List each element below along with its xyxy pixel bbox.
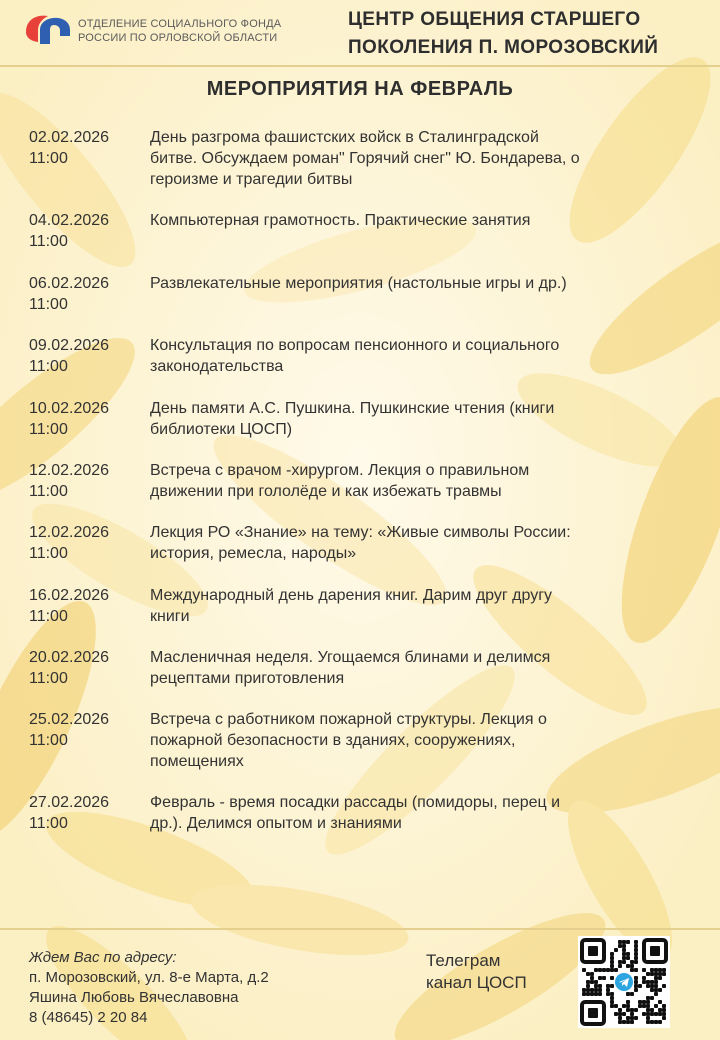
event-time: 11:00: [29, 545, 68, 562]
telegram-label: [426, 950, 566, 994]
event-description-line: пожарной безопасности в зданиях, сооружениях,: [150, 732, 516, 749]
event-description-line: Развлекательные мероприятия (настольные игры и др.): [150, 275, 567, 292]
org-name-line2: РОССИИ ПО ОРЛОВСКОЙ ОБЛАСТИ: [78, 32, 278, 44]
event-description-line: рецептами приготовления: [150, 670, 345, 687]
address-line: п. Морозовский, ул. 8-е Марта, д.2: [29, 969, 269, 986]
event-datetime: [29, 585, 147, 627]
event-description: [150, 522, 695, 564]
org-name-line1: ОТДЕЛЕНИЕ СОЦИАЛЬНОГО ФОНДА: [78, 18, 282, 30]
org-name: [78, 17, 308, 45]
event-description-line: др.). Делимся опытом и знаниями: [150, 815, 402, 832]
event-description: [150, 585, 695, 627]
event-description: [150, 398, 695, 440]
event-date: 10.02.2026: [29, 400, 110, 417]
event-time: 11:00: [29, 358, 68, 375]
footer-address: [29, 948, 409, 1028]
event-description-line: библиотеки ЦОСП): [150, 421, 293, 438]
event-datetime: [29, 460, 147, 502]
event-datetime: [29, 335, 147, 377]
header-divider: [0, 65, 720, 67]
center-title-line1: ЦЕНТР ОБЩЕНИЯ СТАРШЕГО: [348, 9, 641, 30]
event-description-line: Февраль - время посадки рассады (помидоры, перец и: [150, 794, 561, 811]
event-date: 20.02.2026: [29, 649, 110, 666]
event-time: 11:00: [29, 815, 68, 832]
event-time: 11:00: [29, 670, 68, 687]
event-date: 04.02.2026: [29, 212, 110, 229]
event-time: 11:00: [29, 421, 68, 438]
event-description-line: движении при гололёде и как избежать травмы: [150, 483, 502, 500]
event-description-line: героизме и трагедии битвы: [150, 171, 353, 188]
event-description: [150, 647, 695, 689]
event-date: 09.02.2026: [29, 337, 110, 354]
event-datetime: [29, 273, 147, 315]
event-date: 02.02.2026: [29, 129, 110, 146]
event-time: 11:00: [29, 608, 68, 625]
event-datetime: [29, 647, 147, 689]
event-date: 27.02.2026: [29, 794, 110, 811]
event-description: [150, 335, 695, 377]
page-title: МЕРОПРИЯТИЯ НА ФЕВРАЛЬ: [206, 78, 514, 100]
footer-divider: [0, 928, 720, 930]
address-line: Ждем Вас по адресу:: [29, 949, 177, 966]
event-description-line: Масленичная неделя. Угощаемся блинами и делимся: [150, 649, 551, 666]
event-datetime: [29, 792, 147, 834]
telegram-label-line1: Телеграм: [426, 951, 501, 970]
event-datetime: [29, 398, 147, 440]
telegram-icon: [615, 973, 633, 991]
event-description: [150, 273, 695, 294]
contact-phone: 8 (48645) 2 20 84: [29, 1009, 148, 1026]
event-description-line: история, ремесла, народы»: [150, 545, 357, 562]
event-datetime: [29, 127, 147, 169]
event-description-line: Консультация по вопросам пенсионного и социального: [150, 337, 560, 354]
event-description-line: Встреча с врачом -хирургом. Лекция о правильном: [150, 462, 530, 479]
qr-code-icon[interactable]: [578, 936, 670, 1028]
telegram-label-line2: канал ЦОСП: [426, 973, 527, 992]
event-description-line: помещениях: [150, 753, 244, 770]
event-description-line: Компьютерная грамотность. Практические занятия: [150, 212, 531, 229]
social-fund-logo-icon: [20, 8, 72, 50]
event-description: [150, 127, 695, 190]
event-date: 12.02.2026: [29, 524, 110, 541]
event-time: 11:00: [29, 233, 68, 250]
event-time: 11:00: [29, 483, 68, 500]
contact-person: Яшина Любовь Вячеславовна: [29, 989, 239, 1006]
event-date: 25.02.2026: [29, 711, 110, 728]
event-description-line: Встреча с работником пожарной структуры. Лекция о: [150, 711, 547, 728]
center-title-line2: ПОКОЛЕНИЯ П. МОРОЗОВСКИЙ: [348, 37, 659, 58]
event-description-line: Лекция РО «Знание» на тему: «Живые символы России:: [150, 524, 571, 541]
event-datetime: [29, 709, 147, 751]
event-description: [150, 210, 695, 231]
event-description-line: День памяти А.С. Пушкина. Пушкинские чтения (книги: [150, 400, 555, 417]
event-time: 11:00: [29, 732, 68, 749]
event-time: 11:00: [29, 296, 68, 313]
event-datetime: [29, 210, 147, 252]
center-title: [348, 6, 708, 62]
event-date: 06.02.2026: [29, 275, 110, 292]
event-datetime: [29, 522, 147, 564]
event-description-line: Международный день дарения книг. Дарим друг другу: [150, 587, 553, 604]
event-description-line: законодательства: [150, 358, 284, 375]
event-description: [150, 709, 695, 772]
header: [0, 0, 720, 66]
event-description: [150, 792, 695, 834]
event-time: 11:00: [29, 150, 68, 167]
event-date: 12.02.2026: [29, 462, 110, 479]
event-description-line: День разгрома фашистских войск в Сталинградской: [150, 129, 539, 146]
event-description-line: битве. Обсуждаем роман" Горячий снег" Ю. Бондарева, о: [150, 150, 580, 167]
event-date: 16.02.2026: [29, 587, 110, 604]
event-description: [150, 460, 695, 502]
event-description-line: книги: [150, 608, 190, 625]
